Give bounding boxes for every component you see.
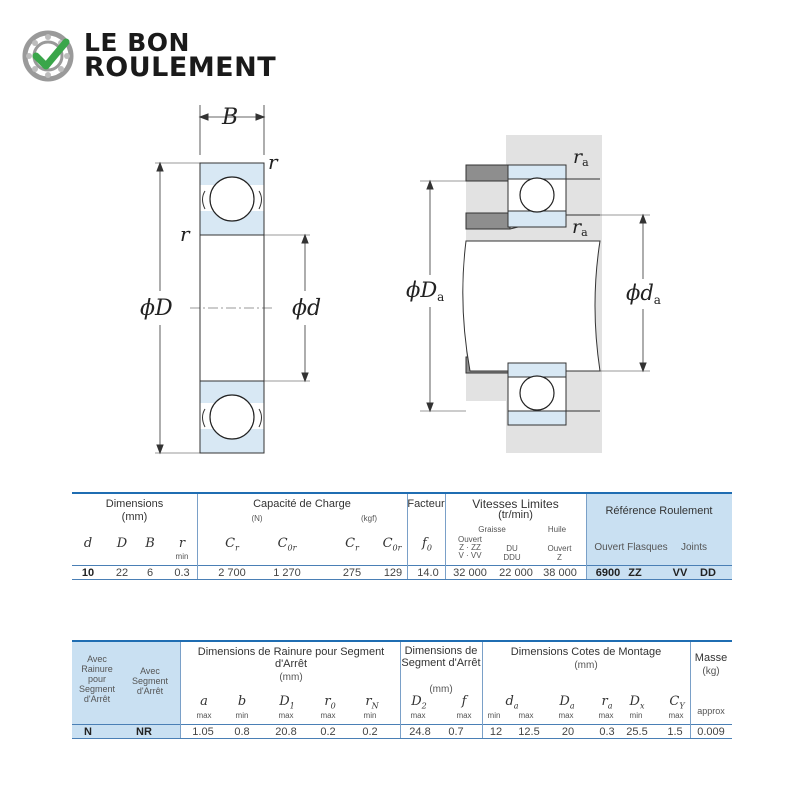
logo-line-1: LE BON <box>84 28 190 57</box>
col-b: b <box>237 694 247 709</box>
bearing-section <box>155 105 310 453</box>
label-ra-side: ra <box>572 216 588 239</box>
vitesses-unit: (tr/min) <box>498 509 533 521</box>
label-Da: ϕDa <box>406 278 445 304</box>
du-ddu-label: DU DDU <box>503 544 521 562</box>
col-Da: $D_a$ <box>559 694 575 711</box>
dimensions-header: Dimensions <box>105 498 164 510</box>
reference-header: Référence Roulement <box>605 505 713 517</box>
dim-segment-header: Dimensions de Segment d'Arrêt <box>401 645 481 669</box>
capacite-n: (N) <box>251 514 263 523</box>
masse-unit: (kg) <box>702 666 720 677</box>
col-r: r <box>178 536 186 551</box>
ouvert-z-label: Ouvert Z <box>547 544 572 562</box>
ouvert-zz-label: Ouvert Z · ZZ V · VV <box>457 535 482 560</box>
bearing-drawing <box>0 95 800 465</box>
label-r-top: r <box>268 150 278 174</box>
dimensions-unit: (mm) <box>121 511 148 523</box>
capacite-header: Capacité de Charge <box>253 498 351 510</box>
col-r0: $r_0$ <box>324 694 336 711</box>
col-d: d <box>83 536 93 551</box>
col-CY: $C_Y$ <box>669 694 685 711</box>
approx-label: approx <box>697 706 725 716</box>
dim-segment-unit: (mm) <box>429 684 453 695</box>
label-ra-top: ra <box>573 146 589 169</box>
mounting-table: Avec Rainure pour Segment d'Arrêt Avec Segment d'Arrêt Dimensions de Rainure pour Segment d'Arrêt (mm) Dimensions de Segment d'Arrêt (mm) Dimensions Cotes de Montage (mm) Masse (kg) a max b min $D_1$ max $r_0$ max $r_N$ min $D_2$ max f max $d_a$ min max $D_a$ max $r_a$ max $D_x$ min $C_Y$ max approx N NR 1.05 0.8 20.8 0.2 0.2 24.8 0.7 12 12.5 20 0.3 25.5 1.5 0.009 <box>72 640 732 740</box>
dim-rainure-unit: (mm) <box>279 672 303 683</box>
capacite-kgf: (kgf) <box>361 514 377 523</box>
col-da: $d_a$ <box>505 694 519 711</box>
bearing-logo-icon <box>22 28 78 84</box>
col-D: D <box>116 536 128 551</box>
label-d: ϕd <box>292 296 322 321</box>
avec-rainure-header: Avec Rainure pour Segment d'Arrêt <box>78 654 116 704</box>
masse-header: Masse <box>694 652 728 664</box>
table1-mid-rule <box>72 565 732 566</box>
huile-label: Huile <box>547 525 567 534</box>
label-r-side: r <box>180 222 190 246</box>
col-r-min: min <box>175 552 189 561</box>
joints-label: Joints <box>680 542 708 553</box>
vitesses-header: Vitesses Limites <box>472 497 559 511</box>
col-Dx: $D_x$ <box>629 694 645 711</box>
label-B: B <box>222 105 239 130</box>
table1-bottom-rule <box>72 579 732 580</box>
col-C0r-kgf: $C_{0r}$ <box>382 536 402 553</box>
graisse-label: Graisse <box>478 525 506 534</box>
col-rN: $r_N$ <box>365 694 379 711</box>
label-da: ϕda <box>626 281 661 307</box>
bearing-table: Dimensions (mm) Capacité de Charge (N) (kgf) Facteur Vitesses Limites (tr/min) Graisse Huile Référence Roulement Ouvert Flasques Joints d D B r min $C_r$ $C_{0r}$ $C_r$ $C_{0r}$ $f_0$ Ouvert Z · ZZ V · VV DU DDU Ouvert Z 10 22 6 0.3 2 700 1 270 275 129 14.0 32 000 22 000 38 000 6900 ZZ VV DD <box>72 492 732 584</box>
dim-rainure-header: Dimensions de Rainure pour Segment d'Arrêt <box>197 646 385 670</box>
avec-segment-header: Avec Segment d'Arrêt <box>131 666 169 696</box>
col-f: f <box>461 694 467 709</box>
col-D2: $D_2$ <box>411 694 427 711</box>
ouvert-flasques-label: Ouvert Flasques <box>594 542 668 553</box>
dim-cotes-header: Dimensions Cotes de Montage <box>510 646 662 658</box>
logo-line-2: ROULEMENT <box>84 52 277 83</box>
col-C0r: $C_{0r}$ <box>277 536 297 553</box>
table2-bottom-rule <box>72 738 732 739</box>
logo <box>22 26 302 86</box>
label-D: ϕD <box>140 296 173 321</box>
col-B: B <box>145 536 155 551</box>
facteur-header: Facteur <box>407 498 445 510</box>
col-D1: $D_1$ <box>279 694 295 711</box>
mounting-section <box>420 135 650 453</box>
dim-cotes-unit: (mm) <box>574 660 598 671</box>
col-ra: $r_a$ <box>601 694 613 711</box>
col-f0: $f_0$ <box>422 536 432 553</box>
col-Cr-kgf: $C_r$ <box>345 536 359 553</box>
col-Cr: $C_r$ <box>225 536 239 553</box>
col-a: a <box>200 694 208 709</box>
table2-mid-rule <box>72 724 732 725</box>
